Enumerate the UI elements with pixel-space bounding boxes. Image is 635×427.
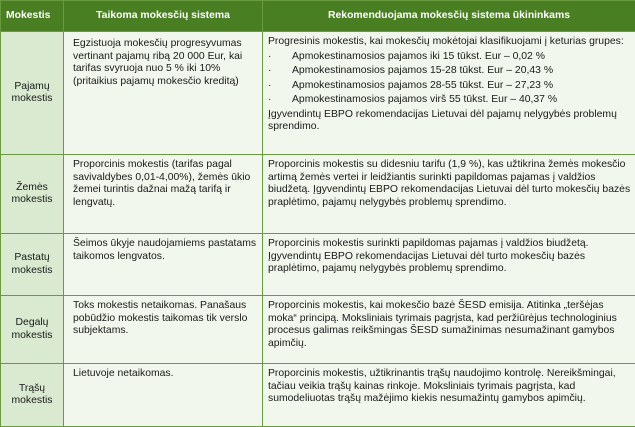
bracket-text: Apmokestinamosios pajamos 28-55 tūkst. Eur – 27,23 %	[286, 80, 553, 93]
header-tax: Mokestis	[1, 1, 64, 32]
bracket-text: Apmokestinamosios pajamos virš 55 tūkst. Eur – 40,37 %	[286, 94, 557, 107]
bracket-text: Apmokestinamosios pajamos 15-28 tūkst. Eur – 20,43 %	[286, 65, 553, 78]
tax-name-cell: Degalų mokestis	[1, 296, 64, 364]
table-row	[1, 364, 635, 427]
current-system-text: Šeimos ūkyje naudojamiems pastatams taikomos lengvatos.	[73, 238, 257, 263]
table-row	[1, 32, 635, 155]
table-row	[1, 155, 635, 234]
tax-name-cell: Trąšų mokestis	[1, 364, 64, 427]
current-system-cell	[64, 155, 263, 234]
tax-name-cell: Pajamų mokestis	[1, 32, 64, 155]
header-row	[1, 1, 635, 32]
recommended-system-cell	[263, 155, 635, 234]
current-system-text: Proporcinis mokestis (tarifas pagal savivaldybes 0,01-4,00%), žemės ūkio žemei turintis dažnai mažą tarifą ir lengvatų.	[73, 159, 257, 209]
recommended-system-cell	[263, 234, 635, 296]
recommended-outro: Įgyvendintų EBPO rekomendacijas Lietuvai dėl pajamų nelygybės problemų sprendimo.	[268, 109, 631, 134]
recommended-system-text: Proporcinis mokestis, kai mokesčio bazė ŠESD emisija. Atitinka „teršėjas moka“ principą. Moksliniais tyrimais pagrįsta, kad peržiūrėjus technologinius procesus galimas reikšmingas ŠESD sumažinimas nesumažinant gamybos apimčių.	[268, 300, 631, 350]
tax-name-cell: Pastatų mokestis	[1, 234, 64, 296]
header-recommended-system: Rekomenduojama mokesčių sistema ūkininkams	[263, 1, 635, 32]
recommended-system-text: Proporcinis mokestis surinkti papildomas pajamas į valdžios biudžetą. Įgyvendintų EBPO rekomendacijas Lietuvai dėl turto mokesčių bazės praplėtimo, pajamų nelygybės problemų sprendimo.	[268, 238, 631, 276]
bullet-icon: ·	[268, 65, 286, 78]
recommended-system-cell	[263, 364, 635, 427]
recommended-system-cell	[263, 296, 635, 364]
bullet-icon: ·	[268, 94, 286, 107]
bracket-item	[268, 65, 631, 78]
bracket-text: Apmokestinamosios pajamos iki 15 tūkst. Eur – 0,02 %	[286, 51, 545, 64]
table-row	[1, 296, 635, 364]
bracket-item	[268, 80, 631, 93]
current-system-cell	[64, 296, 263, 364]
current-system-cell	[64, 234, 263, 296]
bracket-item	[268, 51, 631, 64]
recommended-system-cell	[263, 32, 635, 155]
recommended-system-text: Proporcinis mokestis, užtikrinantis trąšų naudojimo kontrolę. Nereikšmingai, tačiau veikia trąšų kainas rinkoje. Moksliniais tyrimais pagrįsta, kad sumodeliuotas trąšų mažėjimo kiekis nesumažintų gamybos apimčių.	[268, 368, 631, 406]
tax-name-cell: Žemės mokestis	[1, 155, 64, 234]
bullet-icon: ·	[268, 80, 286, 93]
bracket-item	[268, 94, 631, 107]
current-system-text: Egzistuoja mokesčių progresyvumas vertinant pajamų ribą 20 000 Eur, kai tarifas svyruoja nuo 5 % iki 10% (pritaikius pajamų mokesčio kreditą)	[73, 38, 257, 88]
bullet-icon: ·	[268, 51, 286, 64]
recommended-intro: Progresinis mokestis, kai mokesčių mokėtojai klasifikuojami į keturias grupes:	[268, 36, 631, 49]
header-current-system: Taikoma mokesčių sistema	[64, 1, 263, 32]
current-system-cell	[64, 364, 263, 427]
current-system-cell	[64, 32, 263, 155]
recommended-system-text: Proporcinis mokestis su didesniu tarifu (1,9 %), kas užtikrina žemės mokesčio artimą žemės vertei ir leidžiantis surinkti papildomas pajamas į valdžios biudžetą. Įgyvendintų EBPO rekomendacijas Lietuvai dėl turto mokesčių bazės praplėtimo, pajamų nelygybės problemų sprendimo.	[268, 159, 631, 209]
current-system-text: Lietuvoje netaikomas.	[73, 368, 257, 381]
current-system-text: Toks mokestis netaikomas. Panašaus pobūdžio mokestis taikomas tik verslo subjektams.	[73, 300, 257, 338]
table-row	[1, 234, 635, 296]
